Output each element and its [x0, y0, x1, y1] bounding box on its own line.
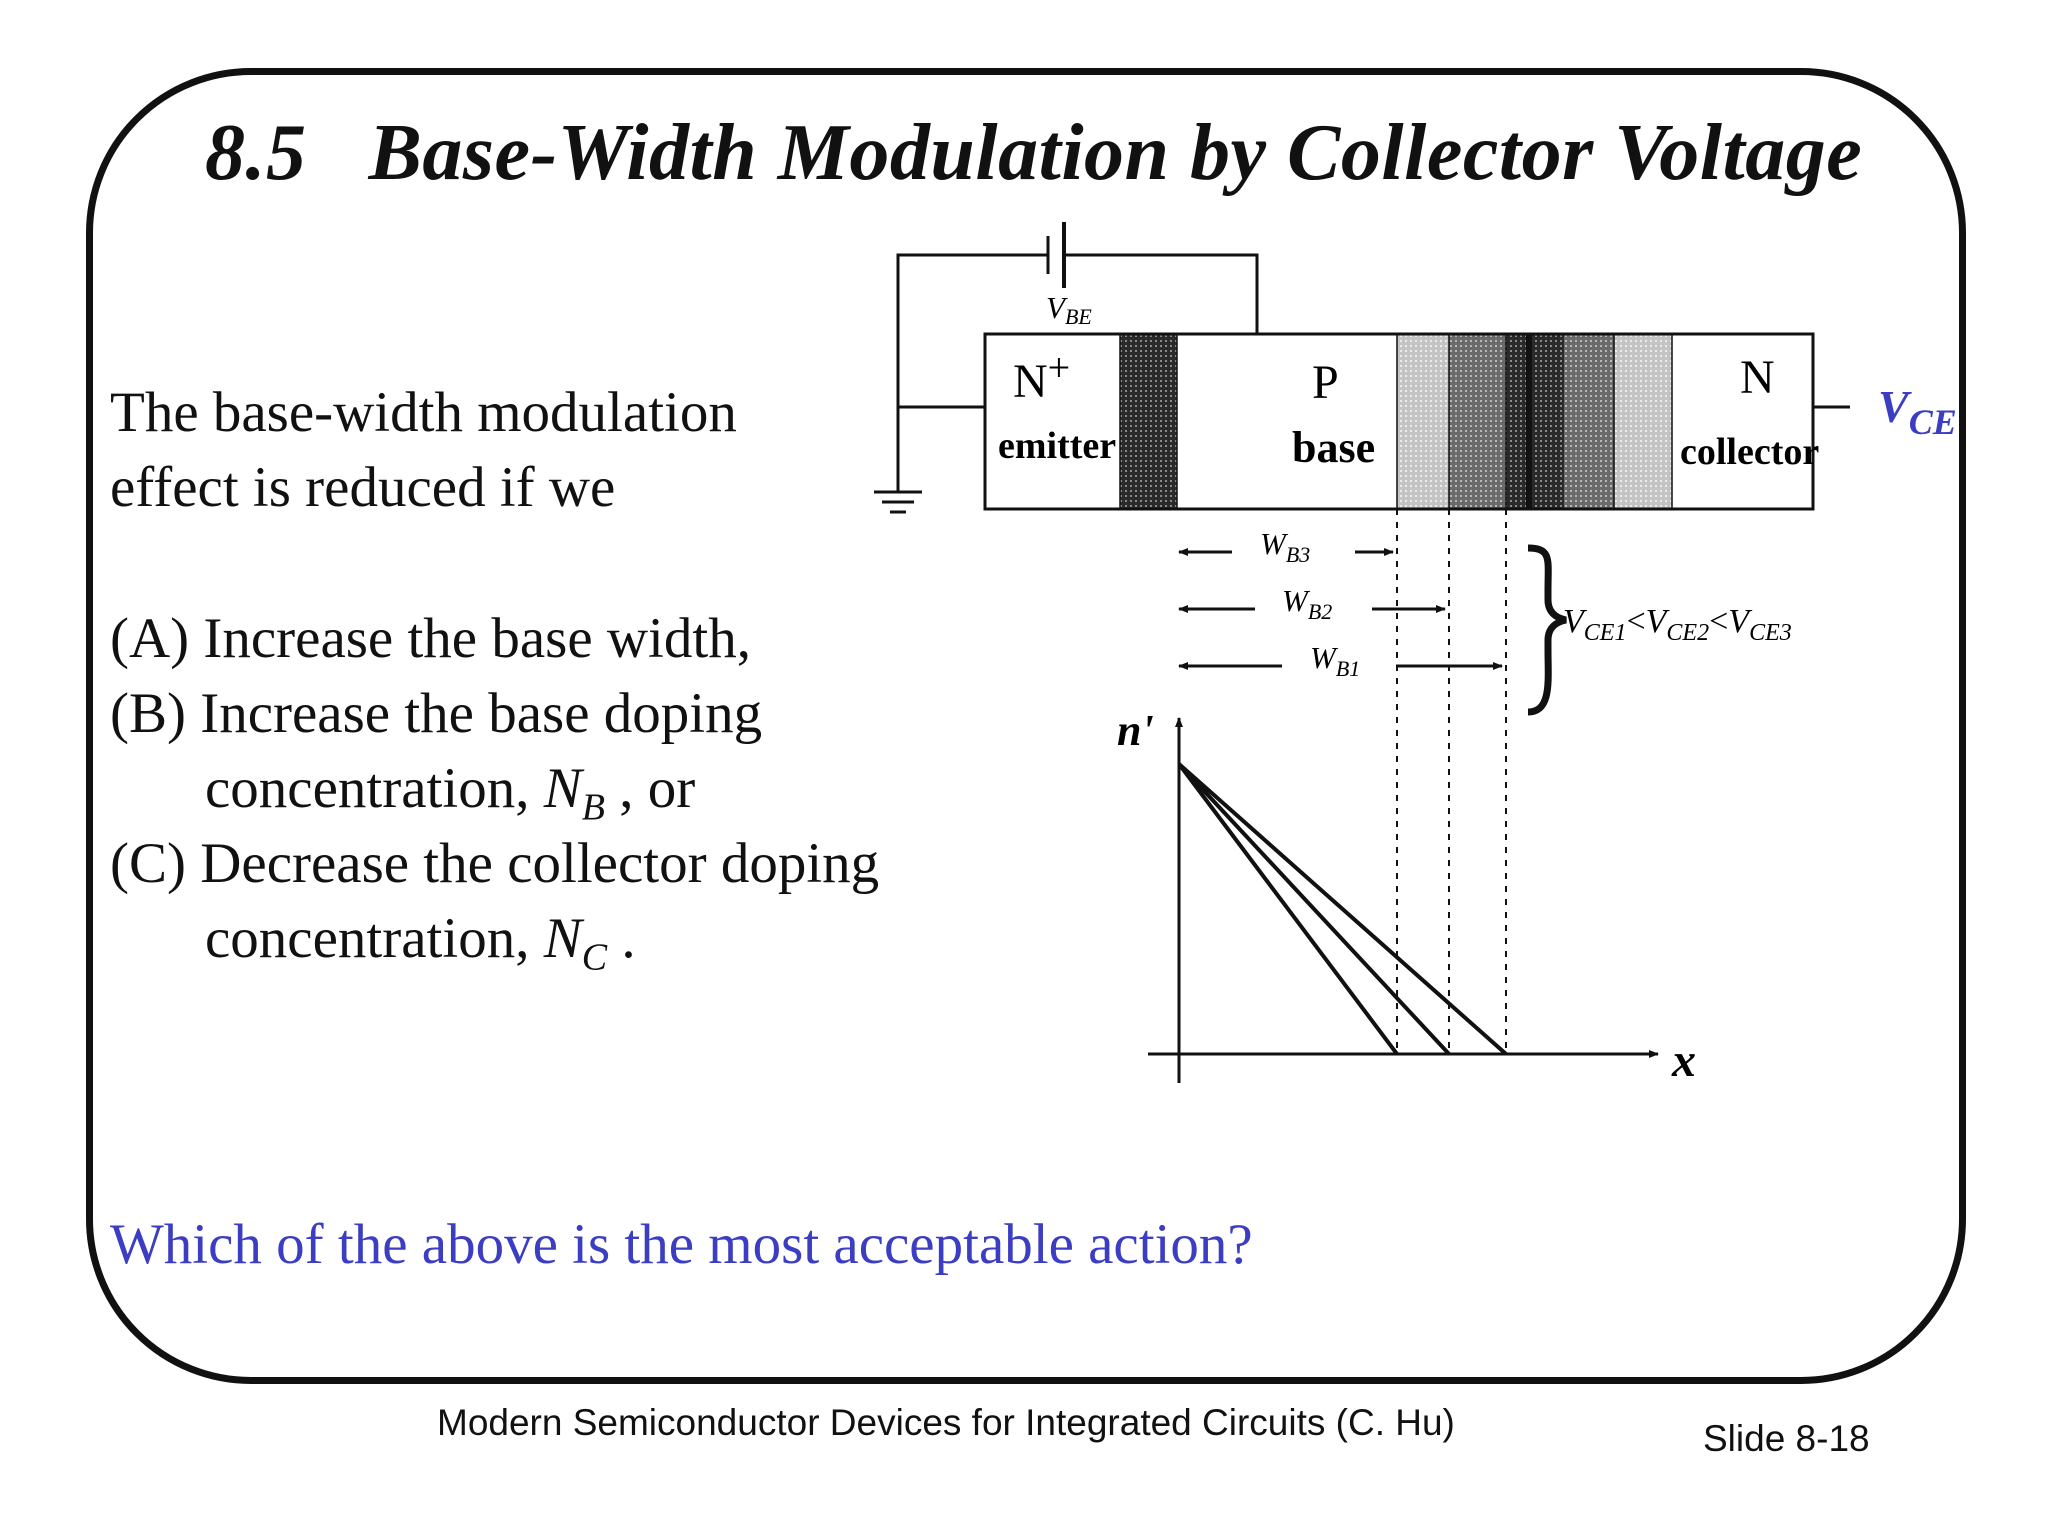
base-width-arrows [1179, 552, 1502, 666]
metallurgical-junction [1526, 334, 1532, 509]
section-number: 8.5 [205, 109, 307, 197]
emitter-type-label: N+ [1013, 345, 1071, 408]
plot-axes [1148, 718, 1658, 1083]
option-c-text: concentration, [205, 907, 544, 970]
wb1-label: $W_{B1}$ [1310, 640, 1361, 681]
vce-label: $V_{CE}$ [1878, 381, 1957, 442]
nb-symbol: N [543, 757, 582, 820]
collector-depletion-mid [1564, 334, 1614, 509]
nb-subscript: B [581, 786, 605, 829]
base-name-label: base [1292, 423, 1376, 472]
transistor-bar [985, 334, 1813, 509]
collector-depletion-dark [1532, 334, 1564, 509]
slide-number: Slide 8-18 [1703, 1418, 1870, 1459]
title-text: Base-Width Modulation by Collector Voltage [368, 109, 1863, 197]
emitter-name-label: emitter [998, 425, 1117, 467]
vbe-label: VBE [1046, 290, 1092, 329]
profile-line-vce2 [1179, 764, 1449, 1054]
option-b-text: concentration, [205, 757, 544, 820]
wb2-label: $W_{B2}$ [1282, 583, 1333, 624]
carrier-profiles [1179, 764, 1506, 1054]
depletion-region-vce2 [1449, 334, 1506, 509]
emitter-depletion-region [1120, 334, 1177, 509]
collector-depletion-light [1614, 334, 1672, 509]
nc-symbol: N [543, 907, 582, 970]
battery-icon [1048, 222, 1064, 288]
intro-line-2: effect is reduced if we [110, 456, 616, 519]
intro-line-1: The base-width modulation [110, 381, 737, 444]
collector-name-label: collector [1680, 431, 1820, 473]
y-axis-label: n' [1117, 706, 1154, 755]
profile-line-vce3 [1179, 764, 1506, 1054]
base-wire [1064, 255, 1257, 334]
x-axis-label: x [1672, 1034, 1696, 1087]
collector-type-label: N [1740, 351, 1775, 404]
option-a: (A) Increase the base width, [110, 607, 751, 670]
vce-condition: $V_{CE1}<V_{CE2}<V_{CE3}$ [1563, 603, 1792, 646]
footer-credit: Modern Semiconductor Devices for Integrated Circuits (C. Hu) [437, 1402, 1455, 1443]
nc-subscript: C [581, 936, 608, 979]
brace-icon [1528, 548, 1566, 712]
wb3-label: $W_{B3}$ [1260, 526, 1311, 567]
option-b-line-1: (B) Increase the base doping [110, 682, 763, 745]
depletion-region-vce1 [1397, 334, 1449, 509]
depletion-region-vce3 [1506, 334, 1526, 509]
option-c-suffix: . [607, 907, 636, 970]
question-prompt: Which of the above is the most acceptable action? [110, 1213, 1253, 1276]
ground-icon [874, 492, 922, 512]
base-type-label: P [1312, 356, 1339, 409]
option-b-suffix: , or [604, 757, 696, 820]
option-c-line-1: (C) Decrease the collector doping [110, 832, 880, 895]
profile-line-vce1 [1179, 764, 1397, 1054]
